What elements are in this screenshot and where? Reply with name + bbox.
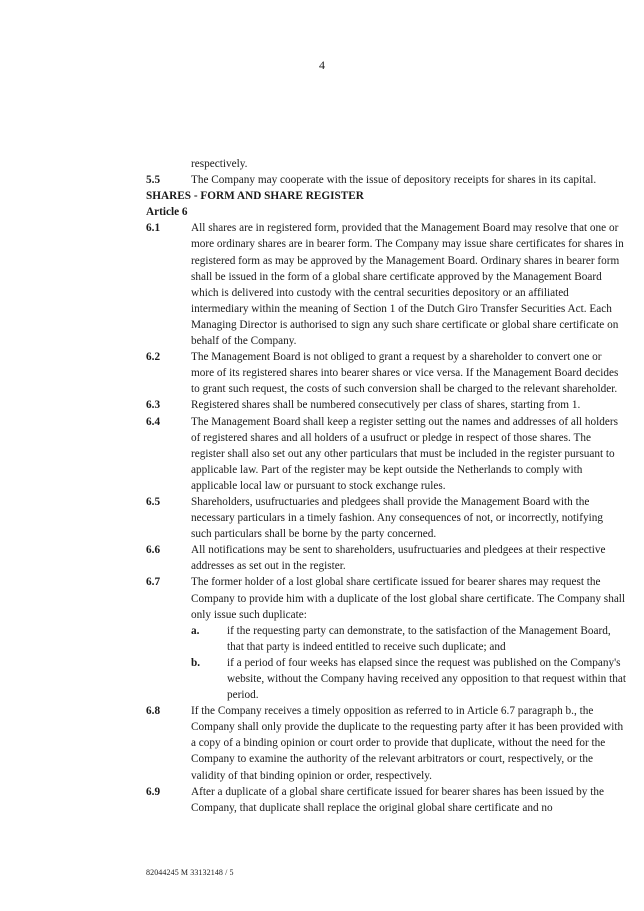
clause-text: After a duplicate of a global share certificate issued for bearer shares has been issued by the Company, that duplicate shall replace the original global share certificate and no [191, 785, 604, 814]
document-body [146, 156, 626, 816]
clause-number: 6.4 [146, 415, 161, 428]
clause-6-5 [146, 494, 626, 542]
subclause-letter: a. [191, 624, 200, 637]
clause-number: 5.5 [146, 174, 161, 187]
clause-text: All shares are in registered form, provided that the Management Board may resolve that one or more ordinary shares are in bearer form. The Company may issue share certificates for shares in registered form as may be approved by the Management Board. Ordinary shares in bearer form shall be issued in the form of a global share certificate approved by the Management Board which is delivered into custody with the central securities depository or an affiliated intermediary within the meaning of Section 1 of the Dutch Giro Transfer Securities Act. Each Managing Director is authorised to sign any such share certificate or global share certificate on behalf of the Company. [191, 222, 624, 348]
clause-text: The Management Board shall keep a register setting out the names and addresses of all holders of registered shares and all holders of a usufruct or pledge in respect of those shares. The register shall also set out any other particulars that must be included in the register pursuant to applicable law. Part of the register may be kept outside the Netherlands to comply with applicable local law or pursuant to stock exchange rules. [191, 415, 619, 492]
clause-text: Registered shares shall be numbered consecutively per class of shares, starting from 1. [191, 399, 581, 412]
clause-number: 6.8 [146, 705, 161, 718]
clause-number: 6.2 [146, 351, 161, 364]
clause-6-2 [146, 349, 626, 397]
clause-6-4 [146, 414, 626, 494]
subclause-text: if the requesting party can demonstrate, to the satisfaction of the Management Board, that that party is indeed entitled to receive such duplicate; and [227, 624, 611, 653]
clause-number: 6.3 [146, 399, 161, 412]
clause-6-8 [146, 703, 626, 783]
page-number: 4 [319, 58, 325, 72]
clause-6-3 [146, 397, 626, 413]
clause-number: 6.9 [146, 785, 161, 798]
clause-number: 6.6 [146, 544, 161, 557]
clause-6-1 [146, 220, 626, 349]
clause-5-5 [146, 172, 626, 188]
clause-number: 6.5 [146, 495, 161, 508]
subclause-text: if a period of four weeks has elapsed since the request was published on the Company's website, without the Company having received any opposition to that request within that period. [227, 656, 626, 702]
section-heading: SHARES - FORM AND SHARE REGISTER [146, 190, 364, 203]
subclause-a [146, 623, 626, 655]
clause-6-6 [146, 542, 626, 574]
clause-6-7 [146, 574, 626, 622]
article-heading: Article 6 [146, 206, 188, 219]
clause-6-9 [146, 784, 626, 816]
clause-text: The former holder of a lost global share certificate issued for bearer shares may request the Company to provide him with a duplicate of the lost global share certificate. The Company shall only issue such duplicate: [191, 576, 626, 621]
clause-text: Shareholders, usufructuaries and pledgees shall provide the Management Board with the necessary particulars in a timely fashion. Any consequences of not, or incorrectly, notifying such particulars shall be borne by the party concerned. [191, 495, 603, 541]
continuation-text: respectively. [191, 158, 248, 170]
clause-number: 6.7 [146, 576, 161, 589]
clause-text: All notifications may be sent to shareholders, usufructuaries and pledgees at their respective addresses as set out in the register. [191, 544, 606, 573]
clause-text: The Management Board is not obliged to grant a request by a shareholder to convert one or more of its registered shares into bearer shares or vice versa. If the Management Board decides to grant such request, the costs of such conversion shall be charged to the relevant shareholder. [191, 351, 619, 396]
clause-number: 6.1 [146, 222, 161, 235]
subclause-b [146, 655, 626, 703]
clause-text: The Company may cooperate with the issue of depository receipts for shares in its capital. [191, 174, 597, 187]
document-footer: 82044245 M 33132148 / 5 [146, 868, 234, 877]
subclause-letter: b. [191, 656, 201, 669]
clause-text: If the Company receives a timely opposition as referred to in Article 6.7 paragraph b., the Company shall only provide the duplicate to the requesting party after it has been provided with a copy of a binding opinion or court order to provide that duplicate, without the need for the Company to examine the authority of the relevant arbitrators or court, respectively, or the validity of that binding opinion or order, respectively. [191, 705, 624, 782]
